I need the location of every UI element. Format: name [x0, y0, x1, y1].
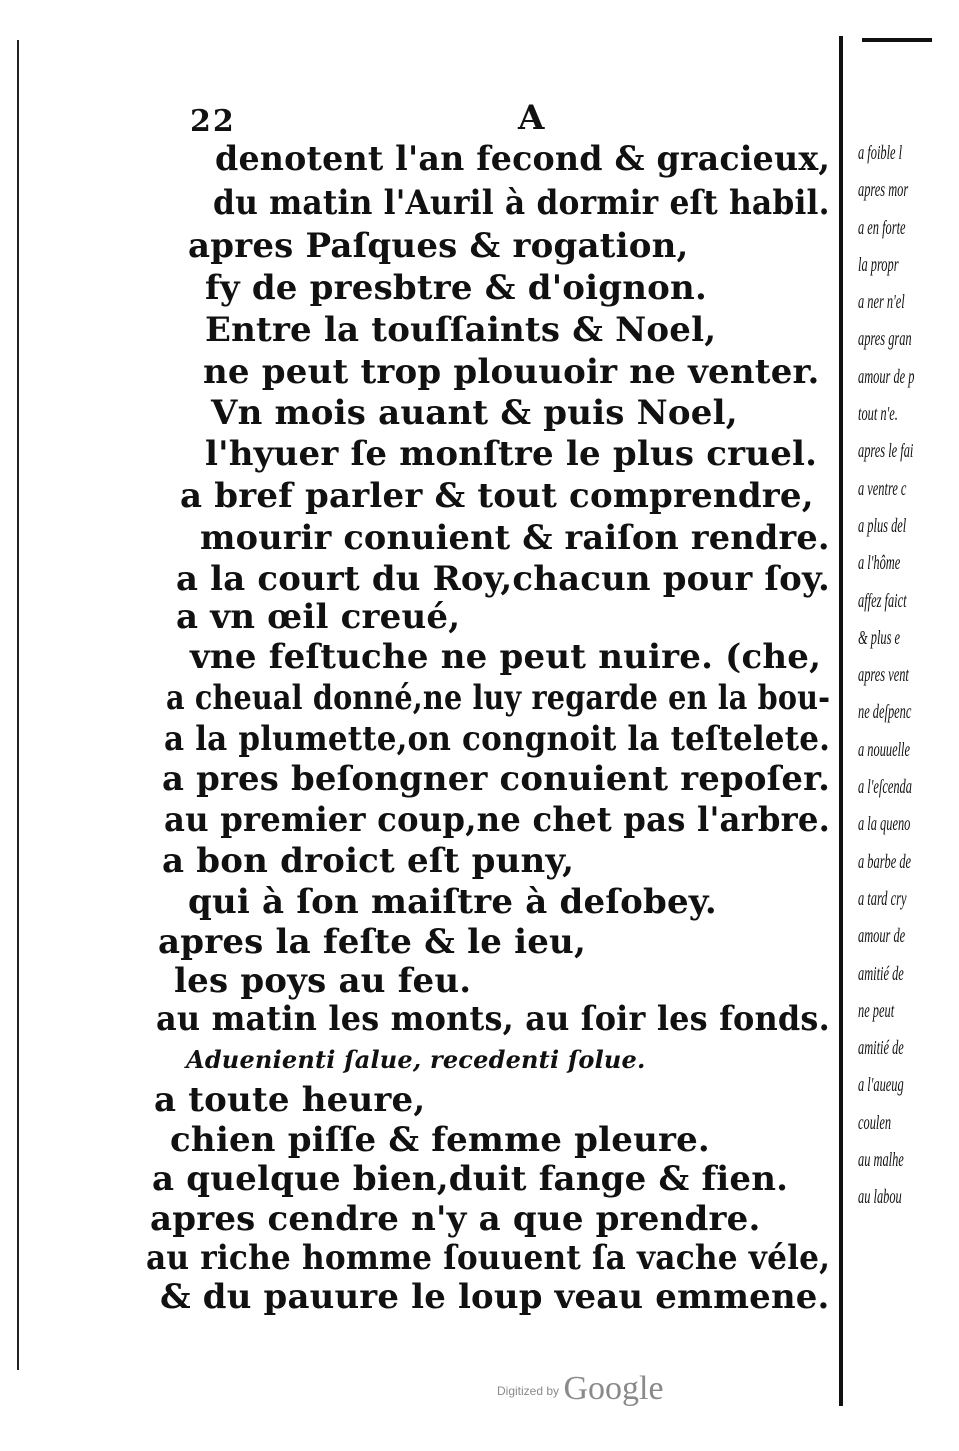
text-line: du matin l'Auril à dormir eſt habil.	[213, 183, 830, 223]
margin-fragment: affez faict	[858, 589, 907, 612]
margin-fragment: a tard cry	[858, 887, 907, 910]
margin-fragment: coulen	[858, 1111, 892, 1134]
margin-fragment: a foible l	[858, 142, 903, 164]
gutter-rule	[839, 36, 843, 1406]
page-number: 22	[190, 104, 236, 139]
text-line: a cheual donné,ne luy regarde en la bou-	[166, 678, 831, 718]
text-line: mourir conuient & raiſon rendre.	[200, 518, 830, 558]
text-line: au riche homme ſouuent ſa vache véle,	[146, 1238, 831, 1278]
margin-fragment: amitié de	[858, 962, 904, 985]
text-line: a la court du Roy,chacun pour ſoy.	[176, 559, 831, 599]
text-line: qui à ſon maiſtre à deſobey.	[188, 882, 717, 922]
margin-fragment: la propr	[858, 253, 899, 276]
margin-fragment: a ner n'el	[858, 291, 905, 314]
text-line: Entre la touſſaints & Noel,	[205, 310, 717, 350]
text-line: a quelque bien,duit fange & fien.	[152, 1159, 789, 1199]
digitized-by-label: Digitized by	[497, 1384, 560, 1398]
text-line: les poys au feu.	[174, 961, 472, 1001]
margin-fragment: a la queno	[858, 813, 911, 836]
margin-fragment: tout n'e.	[858, 403, 898, 426]
text-line: vne feſtuche ne peut nuire. (che,	[190, 637, 822, 677]
google-wordmark: Google	[563, 1370, 664, 1407]
digitized-watermark	[497, 1370, 664, 1408]
text-line: a pres beſongner conuient repoſer.	[162, 759, 831, 799]
margin-fragment: a l'aueug	[858, 1074, 904, 1097]
margin-fragment: ne deſpenc	[858, 701, 912, 724]
margin-fragment: a l'hôme	[858, 552, 901, 575]
text-line: & du pauure le loup veau emmene.	[160, 1277, 830, 1317]
text-line: a la plumette,on congnoit la teſtelete.	[164, 719, 831, 759]
text-line: apres la feſte & le ieu,	[158, 922, 586, 962]
margin-fragment: & plus e	[858, 626, 901, 649]
text-line: au premier coup,ne chet pas l'arbre.	[164, 800, 831, 840]
text-line: chien piſſe & femme pleure.	[170, 1120, 710, 1160]
margin-fragment: a en forte	[858, 216, 906, 239]
text-line: a toute heure,	[154, 1080, 426, 1120]
margin-fragment: a l'eſcenda	[858, 776, 912, 799]
text-line: a vn œil creué,	[176, 597, 461, 637]
margin-fragment: apres vent	[858, 664, 909, 687]
margin-fragment: ne peut	[858, 999, 895, 1022]
text-line: ne peut trop plouuoir ne venter.	[203, 352, 820, 392]
text-line: l'hyuer ſe monſtre le plus cruel.	[205, 434, 818, 474]
margin-fragment: au labou	[858, 1186, 902, 1209]
text-line: fy de presbtre & d'oignon.	[205, 268, 708, 308]
margin-fragment: apres mor	[858, 179, 909, 202]
margin-fragment: apres le fai	[858, 440, 914, 463]
text-line: denotent l'an fecond & gracieux,	[215, 139, 831, 179]
text-line: Vn mois auant & puis Noel,	[211, 393, 738, 433]
text-line: au matin les monts, au ſoir les fonds.	[156, 999, 830, 1039]
text-line: apres Paſques & rogation,	[188, 226, 689, 266]
margin-fragment: a barbe de	[858, 850, 912, 873]
text-line: apres cendre n'y a que prendre.	[150, 1199, 761, 1239]
signature-mark: A	[518, 98, 545, 138]
left-edge-rule	[17, 40, 19, 1370]
margin-fragment: a nouuelle	[858, 738, 911, 761]
margin-fragment: amour de	[858, 925, 906, 948]
latin-line: Aduenienti ſalue, recedenti ſolue.	[186, 1045, 646, 1074]
facing-page-margin-text	[858, 142, 958, 1224]
margin-fragment: a plus del	[858, 514, 907, 537]
facing-page-top-rule	[862, 38, 932, 42]
margin-fragment: apres gran	[858, 328, 912, 351]
margin-fragment: amitié de	[858, 1037, 904, 1060]
text-line: a bon droict eſt puny,	[162, 841, 575, 881]
margin-fragment: amour de p	[858, 365, 915, 388]
margin-fragment: au malhe	[858, 1149, 904, 1172]
margin-fragment: a ventre c	[858, 477, 907, 500]
text-line: a bref parler & tout comprendre,	[180, 476, 814, 516]
